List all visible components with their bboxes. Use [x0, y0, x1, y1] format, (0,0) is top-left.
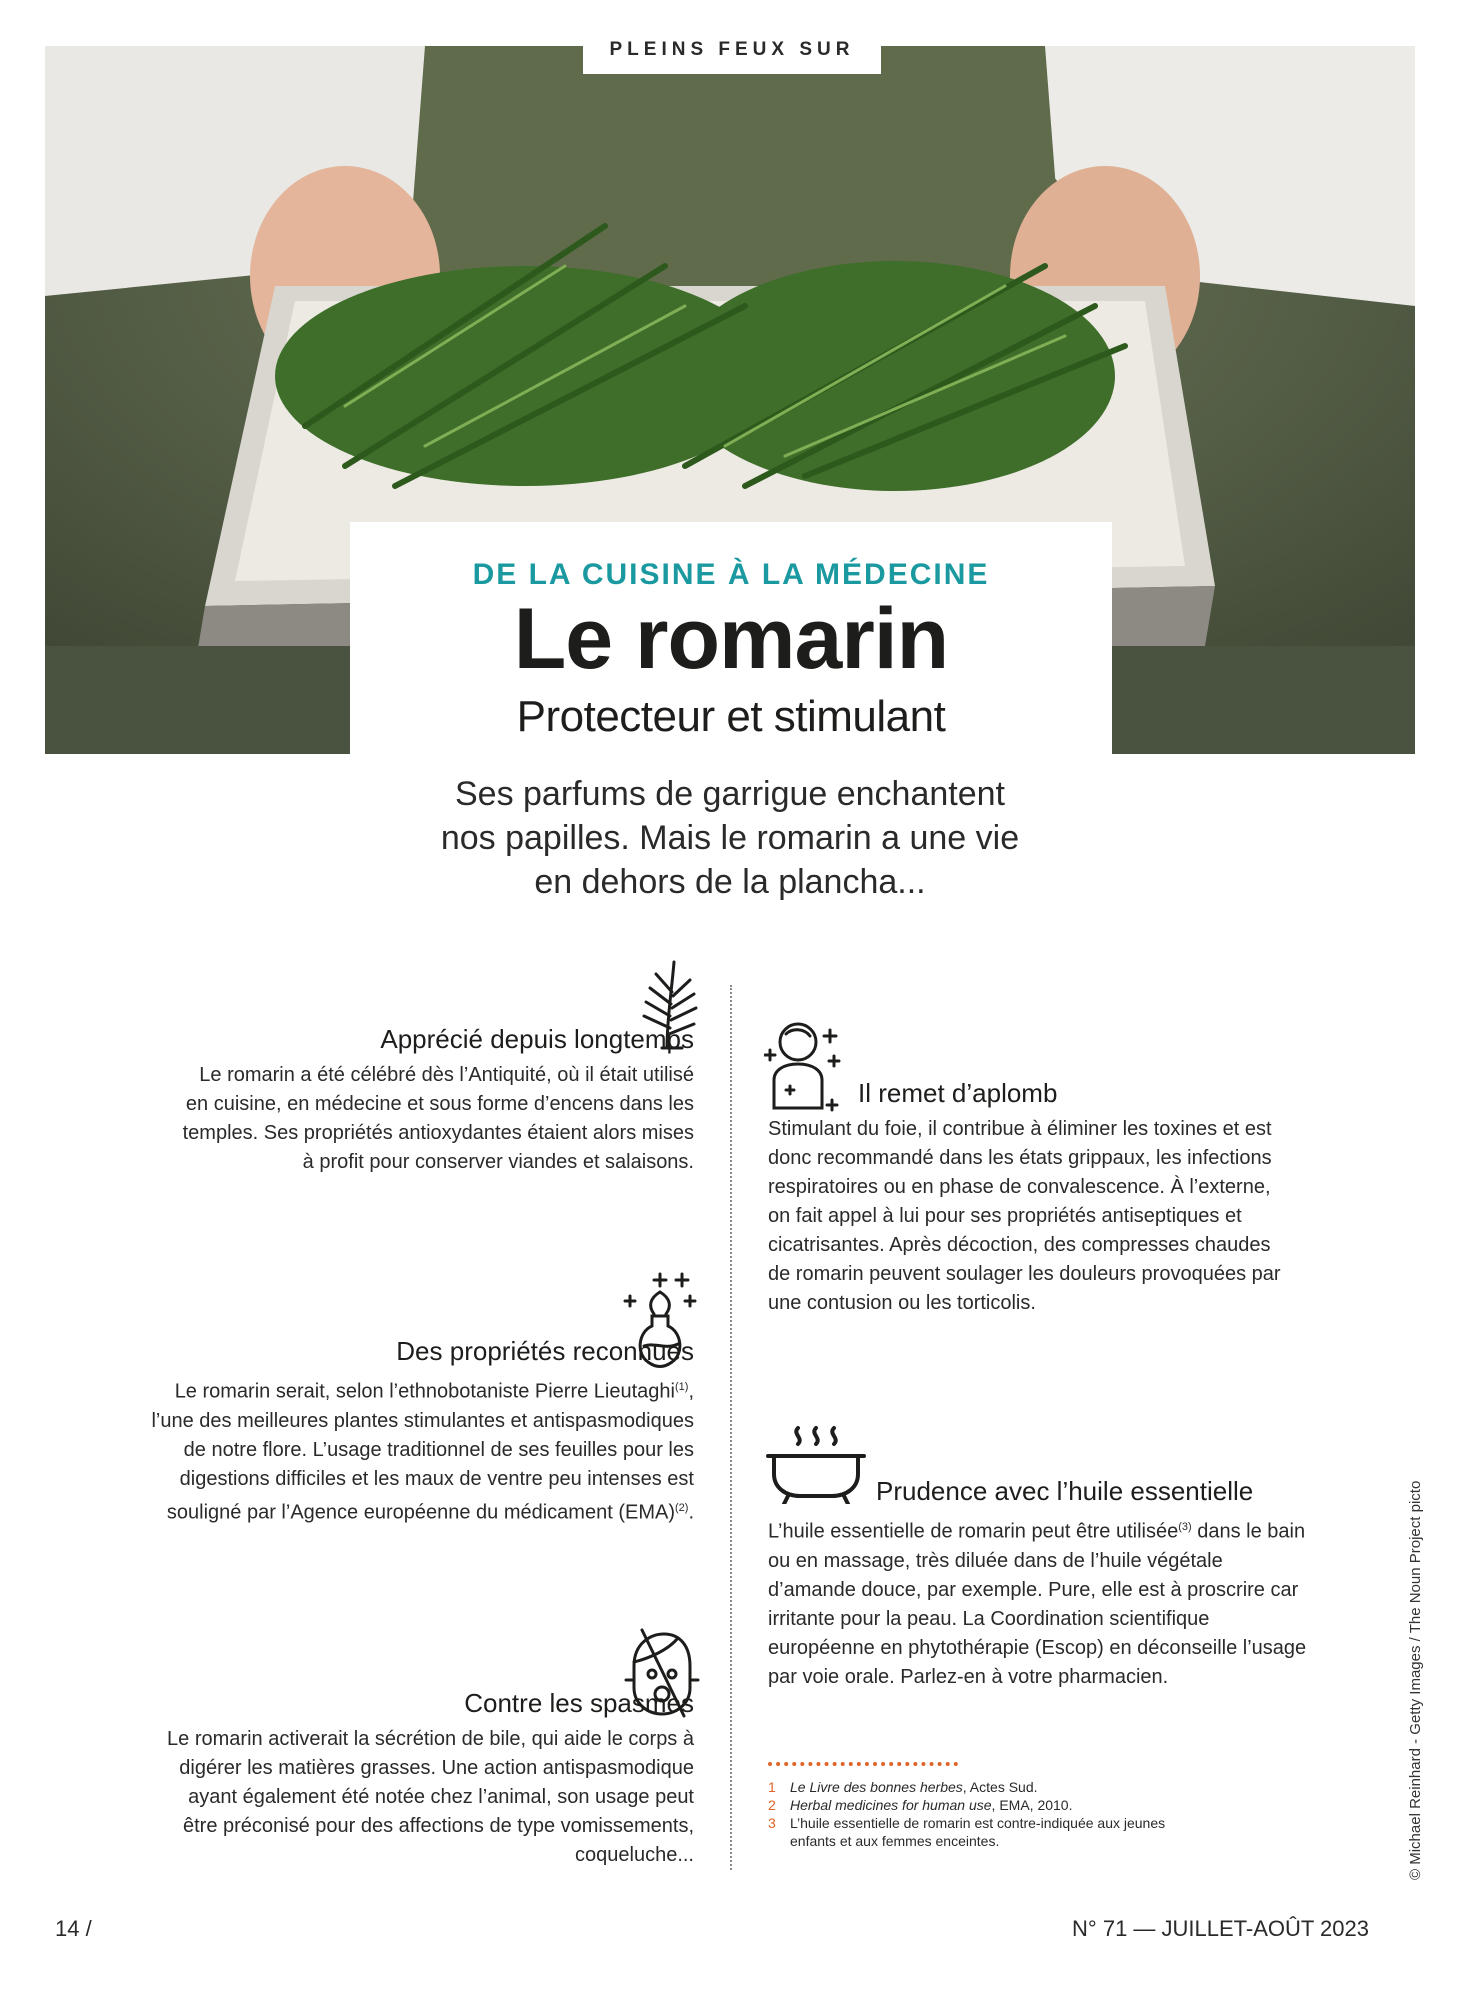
- section-title: Des propriétés reconnues: [396, 1336, 694, 1366]
- section-body: Stimulant du foie, il contribue à éliminer les toxines et est donc recommandé dans les états grippaux, les infections respiratoires ou en phase de convalescence. À l’externe, on fait appel à lui pour ses propriétés antiseptiques et cicatrisantes. Après décoction, des compresses chaudes de romarin peuvent soulager les douleurs provoquées par une contusion ou les torticolis.: [768, 1118, 1281, 1314]
- rubric-label: PLEINS FEUX SUR: [609, 39, 855, 60]
- lede-line: en dehors de la plancha...: [534, 863, 926, 901]
- footnote: 2 Herbal medicines for human use, EMA, 2010.: [768, 1797, 1073, 1813]
- footnote: 3 L’huile essentielle de romarin est contre-indiquée aux jeunes enfants et aux femmes enceintes.: [768, 1815, 1166, 1849]
- lede-line: Ses parfums de garrigue enchantent: [454, 775, 1005, 813]
- page-subtitle: Protecteur et stimulant: [516, 692, 946, 741]
- column-divider: [730, 985, 732, 1870]
- issue-info: N° 71 — JUILLET-AOÛT 2023: [1072, 1916, 1369, 1941]
- lede-line: nos papilles. Mais le romarin a une vie: [440, 819, 1020, 857]
- section-huile: [768, 1476, 1308, 1692]
- page-number: 14 /: [55, 1916, 92, 1941]
- section-title: Il remet d’aplomb: [858, 1078, 1058, 1108]
- rubric-tab: [583, 26, 881, 74]
- footnote: 1 Le Livre des bonnes herbes, Actes Sud.: [768, 1779, 1038, 1795]
- section-body: Le romarin activerait la sécrétion de bile, qui aide le corps à digérer les matières grasses. Une action antispasmodique ayant également été notée chez l’animal, son usage peut être préconisé pour des affections de type vomissements, coqueluche...: [167, 1728, 694, 1866]
- section-spasmes: [160, 1688, 694, 1870]
- title-kicker: DE LA CUISINE À LA MÉDECINE: [472, 558, 990, 591]
- photo-credit: © Michael Reinhard - Getty Images / The Noun Project picto: [1407, 1480, 1424, 1880]
- title-box: [350, 522, 1112, 754]
- section-apprecie: [180, 1024, 694, 1177]
- section-title: Prudence avec l’huile essentielle: [876, 1476, 1254, 1506]
- footnotes: [768, 1762, 1188, 1850]
- page-title: Le romarin: [513, 591, 949, 687]
- section-body: Le romarin serait, selon l’ethnobotaniste Pierre Lieutaghi$^{(1)}$, l’une des meilleures plantes stimulantes et antispasmodiques de notre flore. L’usage traditionnel de ses feuilles pour les digestions difficiles et les maux de ventre peu intenses est souligné par l’Agence européenne du médicament (EMA)$^{(2)}$.: [151, 1380, 694, 1524]
- section-body: L’huile essentielle de romarin peut être utilisée$^{(3)}$ dans le bain ou en massage, très diluée dans de l’huile végétale d’amande douce, par exemple. Pure, elle est à proscrire car irritante pour la peau. La Coordination scientifique européenne en phytothérapie (Escop) en déconseille l’usage par voie orale. Parlez-en à votre pharmacien.: [768, 1520, 1307, 1688]
- section-title: Apprécié depuis longtemps: [380, 1024, 694, 1054]
- lede: [330, 772, 1130, 904]
- section-aplomb: [768, 1078, 1288, 1318]
- footnotes-divider: [768, 1762, 958, 1766]
- section-body: Le romarin a été célébré dès l’Antiquité, où il était utilisé en cuisine, en médecine et sous forme d’encens dans les temples. Ses propriétés antioxydantes étaient alors mises à profit pour conserver viandes et salaisons.: [182, 1064, 694, 1173]
- section-title: Contre les spasmes: [464, 1688, 694, 1718]
- section-proprietes: [150, 1336, 694, 1527]
